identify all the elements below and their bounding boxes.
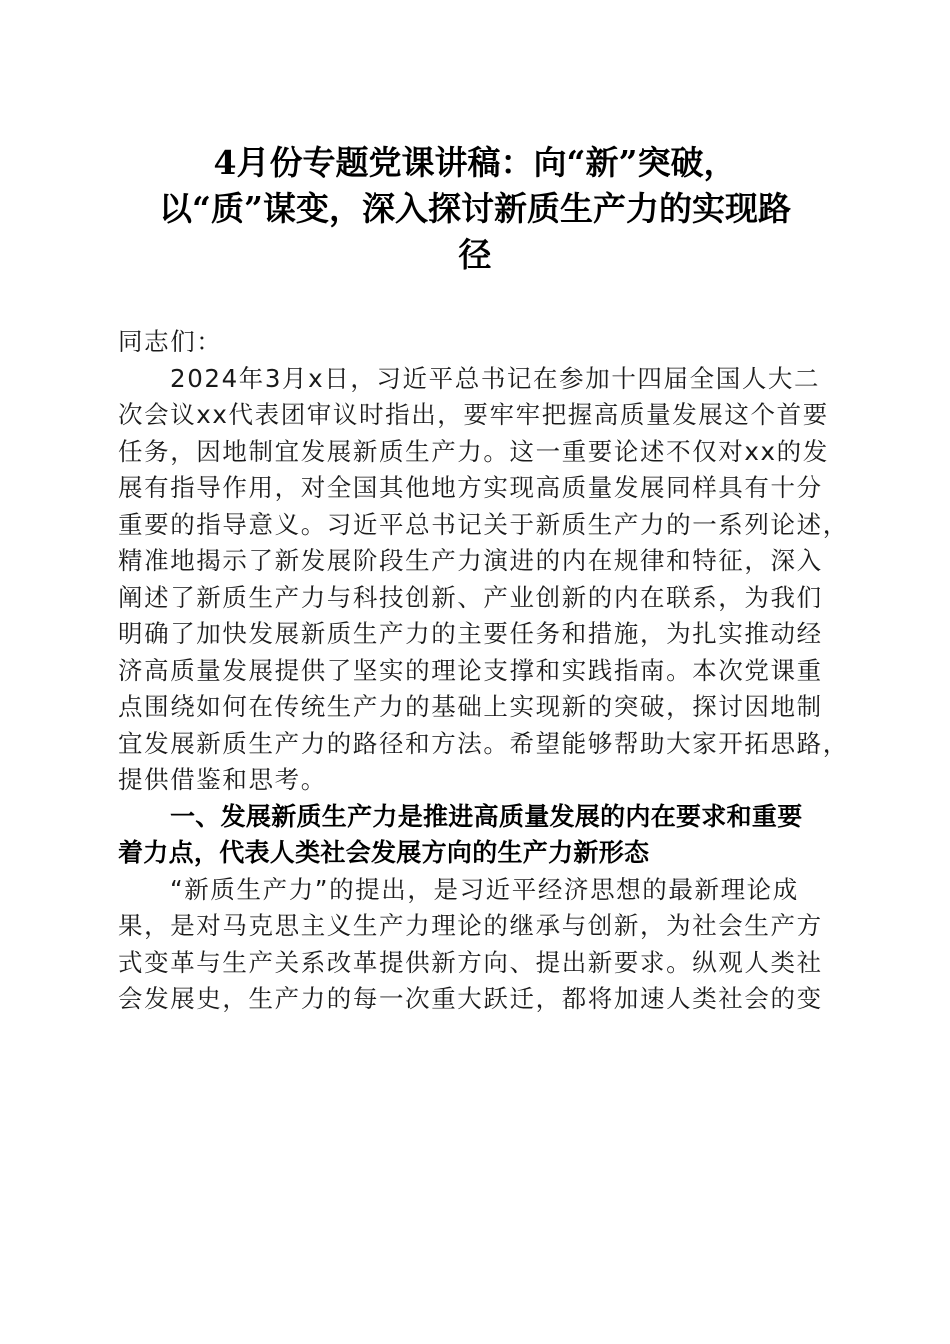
section-heading-line: 一、发展新质生产力是推进高质量发展的内在要求和重要	[170, 801, 803, 831]
paragraph-line: 点围绕如何在传统生产力的基础上实现新的突破，探讨因地制	[118, 692, 823, 721]
paragraph-intro	[118, 361, 849, 799]
document-body	[118, 324, 849, 1018]
section-heading-line: 着力点，代表人类社会发展方向的生产力新形态	[118, 838, 650, 867]
paragraph-line: 阐述了新质生产力与科技创新、产业创新的内在联系，为我们	[118, 582, 823, 612]
paragraph-line: 济高质量发展提供了坚实的理论支撑和实践指南。本次党课重	[118, 655, 823, 685]
paragraph-line: 2024年3月x日，习近平总书记在参加十四届全国人大二	[170, 363, 821, 393]
document-title	[0, 140, 950, 278]
paragraph-line: 会发展史，生产力的每一次重大跃迁，都将加速人类社会的变	[118, 984, 823, 1013]
section-heading-1	[118, 799, 838, 872]
salutation: 同志们：	[118, 327, 223, 356]
paragraph-line: 次会议xx代表团审议时指出，要牢牢把握高质量发展这个首要	[118, 400, 829, 429]
paragraph-section-1	[118, 872, 838, 1018]
title-line-1: 4月份专题党课讲稿：向“新”突破，	[213, 143, 737, 182]
paragraph-line: “新质生产力”的提出，是习近平经济思想的最新理论成	[170, 874, 799, 904]
title-line-2: 以“质”谋变，深入探讨新质生产力的实现路	[159, 189, 791, 228]
paragraph-line: 重要的指导意义。习近平总书记关于新质生产力的一系列论述，	[118, 509, 849, 539]
paragraph-line: 果，是对马克思主义生产力理论的继承与创新，为社会生产方	[118, 911, 823, 940]
paragraph-line: 明确了加快发展新质生产力的主要任务和措施，为扎实推动经	[118, 619, 823, 648]
paragraph-line: 式变革与生产关系改革提供新方向、提出新要求。纵观人类社	[118, 947, 823, 977]
paragraph-line: 精准地揭示了新发展阶段生产力演进的内在规律和特征，深入	[118, 546, 823, 575]
paragraph-line: 宜发展新质生产力的路径和方法。希望能够帮助大家开拓思路，	[118, 728, 849, 758]
title-line-3: 径	[458, 235, 492, 274]
paragraph-line: 任务，因地制宜发展新质生产力。这一重要论述不仅对xx的发	[118, 436, 829, 466]
paragraph-line: 提供借鉴和思考。	[118, 765, 327, 794]
paragraph-line: 展有指导作用，对全国其他地方实现高质量发展同样具有十分	[118, 473, 823, 502]
